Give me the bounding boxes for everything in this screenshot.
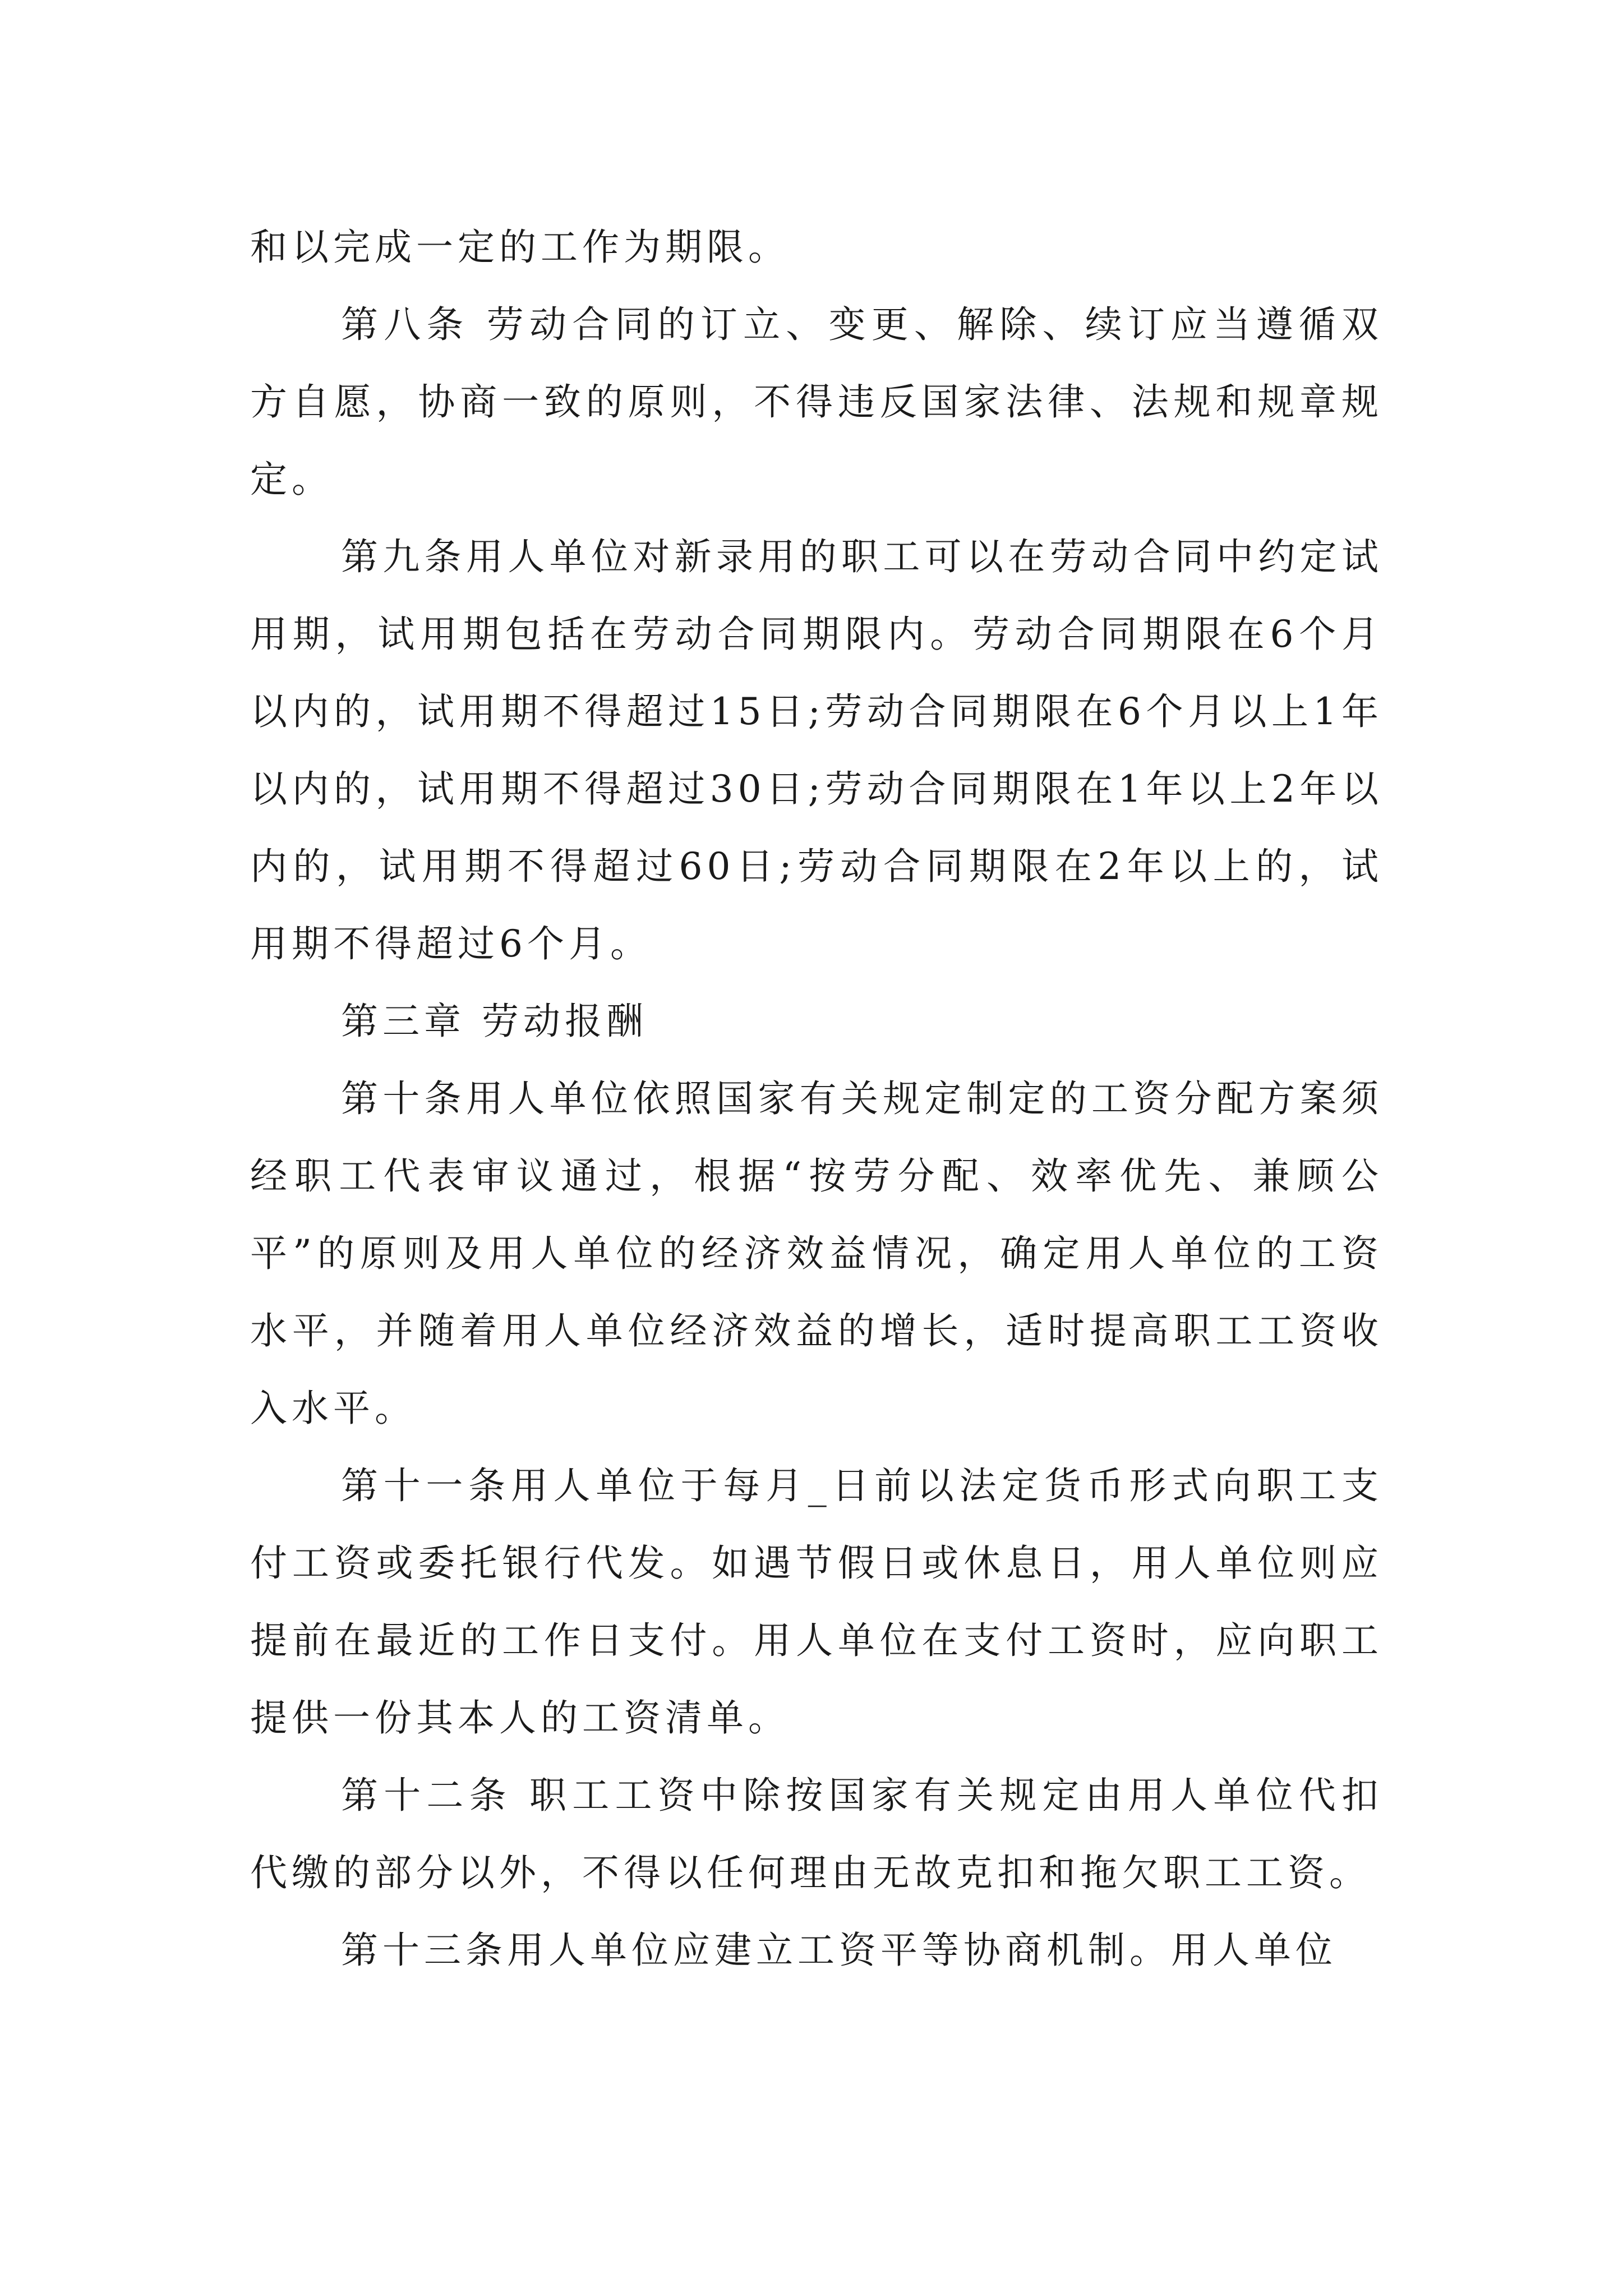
paragraph-article-8: 第八条 劳动合同的订立、变更、解除、续订应当遵循双方自愿，协商一致的原则，不得违反国家法律、法规和规章规定。 xyxy=(250,303,1383,501)
document-page xyxy=(250,209,1383,1989)
paragraph-article-13: 第十三条用人单位应建立工资平等协商机制。用人单位 xyxy=(341,1929,1337,1972)
paragraph-article-11: 第十一条用人单位于每月_日前以法定货币形式向职工支付工资或委托银行代发。如遇节假日或休息日，用人单位则应提前在最近的工作日支付。用人单位在支付工资时，应向职工提供一份其本人的工资清单。 xyxy=(250,1464,1383,1740)
paragraph-article-12: 第十二条 职工工资中除按国家有关规定由用人单位代扣代缴的部分以外，不得以任何理由无故克扣和拖欠职工工资。 xyxy=(250,1774,1383,1894)
chapter-heading: 第三章 劳动报酬 xyxy=(341,1000,648,1043)
paragraph-article-9: 第九条用人单位对新录用的职工可以在劳动合同中约定试用期，试用期包括在劳动合同期限内。劳动合同期限在6个月以内的，试用期不得超过15日;劳动合同期限在6个月以上1年以内的，试用期不得超过30日;劳动合同期限在1年以上2年以内的，试用期不得超过60日;劳动合同期限在2年以上的，试用期不得超过6个月。 xyxy=(250,535,1383,965)
paragraph-article-10: 第十条用人单位依照国家有关规定制定的工资分配方案须经职工代表审议通过，根据“按劳分配、效率优先、兼顾公平”的原则及用人单位的经济效益情况，确定用人单位的工资水平，并随着用人单位经济效益的增长，适时提高职工工资收入水平。 xyxy=(250,1077,1383,1430)
paragraph-continuation: 和以完成一定的工作为期限。 xyxy=(250,226,790,269)
